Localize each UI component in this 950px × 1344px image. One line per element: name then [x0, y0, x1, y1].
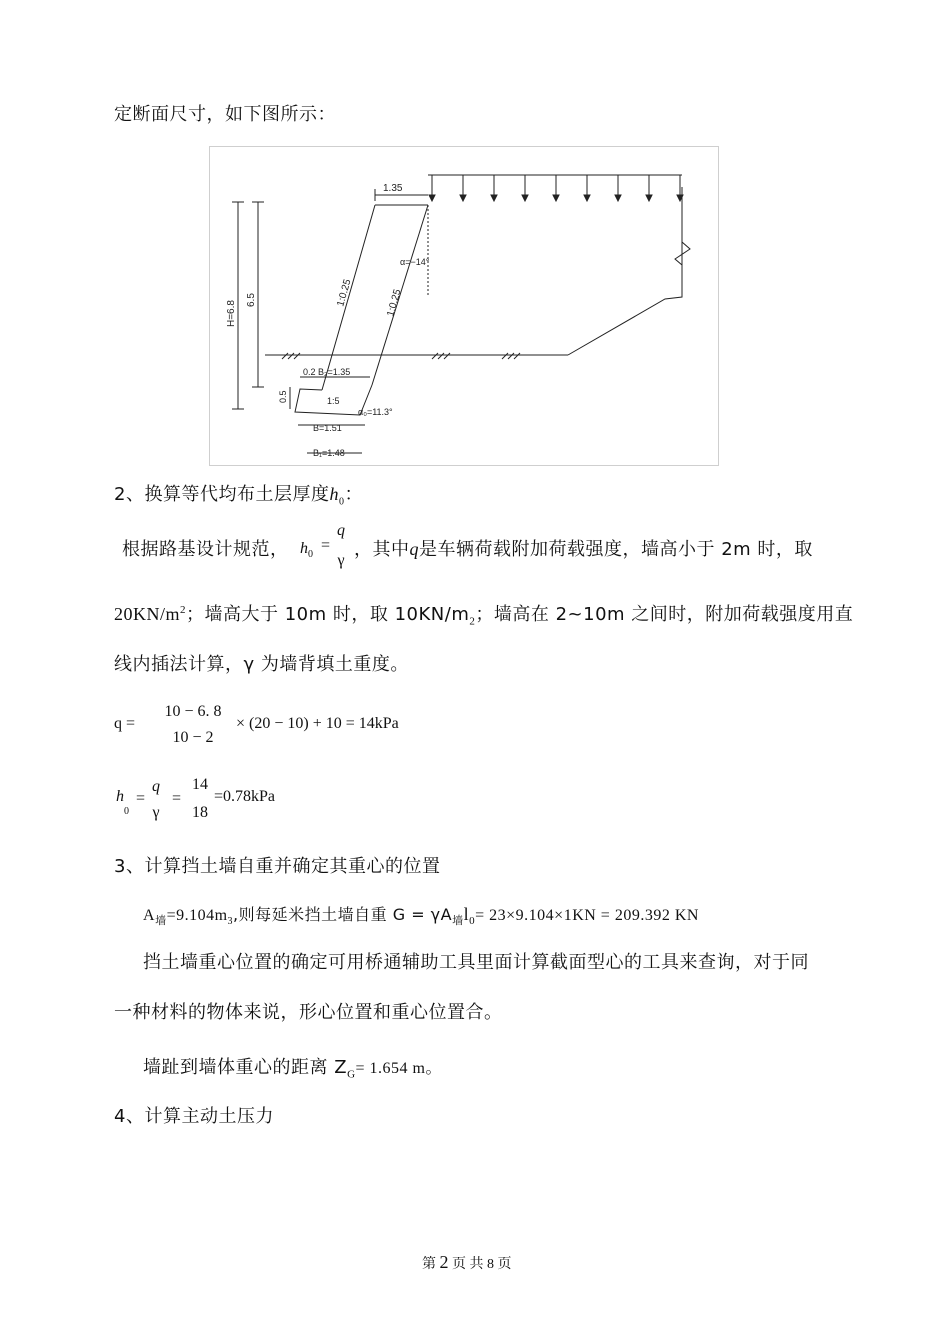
eq1-num: 10 − 6. 8	[164, 703, 222, 720]
intro-text: 定断面尺寸，如下图所示：	[114, 104, 336, 125]
eq2-num1: q	[152, 778, 160, 795]
section3-weight-line: $A_墙=9.104m_3$,则每延米挡土墙自重 $G = \gamma A_墙l_0= 23\times 9.104\times 1KN = 209.392$ KN	[143, 904, 699, 928]
h0-frac-den: γ	[337, 552, 345, 569]
page-number: 2	[439, 1252, 449, 1272]
section3-para1: 挡土墙重心位置的确定可用桥通辅助工具里面计算截面型心的工具来查询，对于同	[143, 952, 809, 973]
eq2-h-sub: 0	[124, 806, 129, 817]
page-footer: 第 2 页 共 8 页	[422, 1252, 512, 1272]
section2-heading: 2、换算等代均布土层厚度$h_0$：	[114, 484, 363, 508]
retaining-wall-figure	[209, 146, 719, 466]
label-slope-front: 1:0.25	[335, 278, 354, 308]
label-alpha0: α₀=11.3°	[358, 407, 393, 417]
retaining-wall-diagram	[210, 147, 718, 465]
eq2-eq1: =	[136, 790, 146, 807]
h0-frac-num: q	[337, 522, 345, 539]
section3-heading: 3、计算挡土墙自重并确定其重心的位置	[114, 856, 441, 877]
total-pages: 8	[487, 1257, 494, 1272]
eq1-rest: × (20 − 10) + 10 = 14kPa	[236, 715, 399, 732]
section3-para2: 一种材料的物体来说，形心位置和重心位置合。	[114, 1002, 503, 1023]
eq1-den: 10 − 2	[172, 729, 214, 746]
section4-heading: 4、计算主动土压力	[114, 1106, 274, 1127]
ground-hatching	[282, 353, 520, 359]
label-alpha: α=−14°	[400, 257, 430, 267]
label-b1: B₁=1.48	[313, 448, 345, 458]
section2-para1-a: 根据路基设计规范，	[122, 539, 289, 560]
eq2-num2: 14	[192, 776, 208, 793]
label-base-slope: 1:5	[327, 396, 340, 406]
eq2-result: =0.78kPa	[214, 788, 276, 805]
label-h-wall: 6.5	[246, 293, 257, 307]
section2-para2: $20KN/m^2$；墙高大于 10m 时，取 $10KN/m_2$；墙高在 2~10m 之间时，附加荷载强度用直	[114, 604, 854, 628]
label-b: B=1.51	[313, 423, 342, 433]
eq2-h: h	[116, 788, 124, 805]
label-foot-h: 0.5	[278, 390, 288, 403]
eq2-den1: γ	[152, 804, 160, 821]
label-b2: 0.2 B₂=1.35	[303, 367, 351, 377]
h0-symbol: $h_0$	[300, 540, 313, 561]
section2-para3: 线内插法计算，γ 为墙背填土重度。	[114, 654, 409, 675]
eq2-den2: 18	[192, 804, 208, 821]
eq2-eq2: =	[172, 790, 182, 807]
h0-equals: =	[321, 537, 331, 554]
section3-para3: 墙趾到墙体重心的距离 $Z_G= 1.654$ m。	[143, 1057, 442, 1081]
label-top-width: 1.35	[383, 183, 403, 194]
label-h-total: H=6.8	[226, 300, 237, 327]
label-slope-back: 1:0.25	[385, 288, 404, 318]
surcharge-load-arrows	[429, 175, 683, 201]
section2-para1-b: ，其中q是车辆荷载附加荷载强度，墙高小于 2m 时，取	[354, 539, 813, 560]
eq1-lhs: q =	[114, 715, 136, 732]
